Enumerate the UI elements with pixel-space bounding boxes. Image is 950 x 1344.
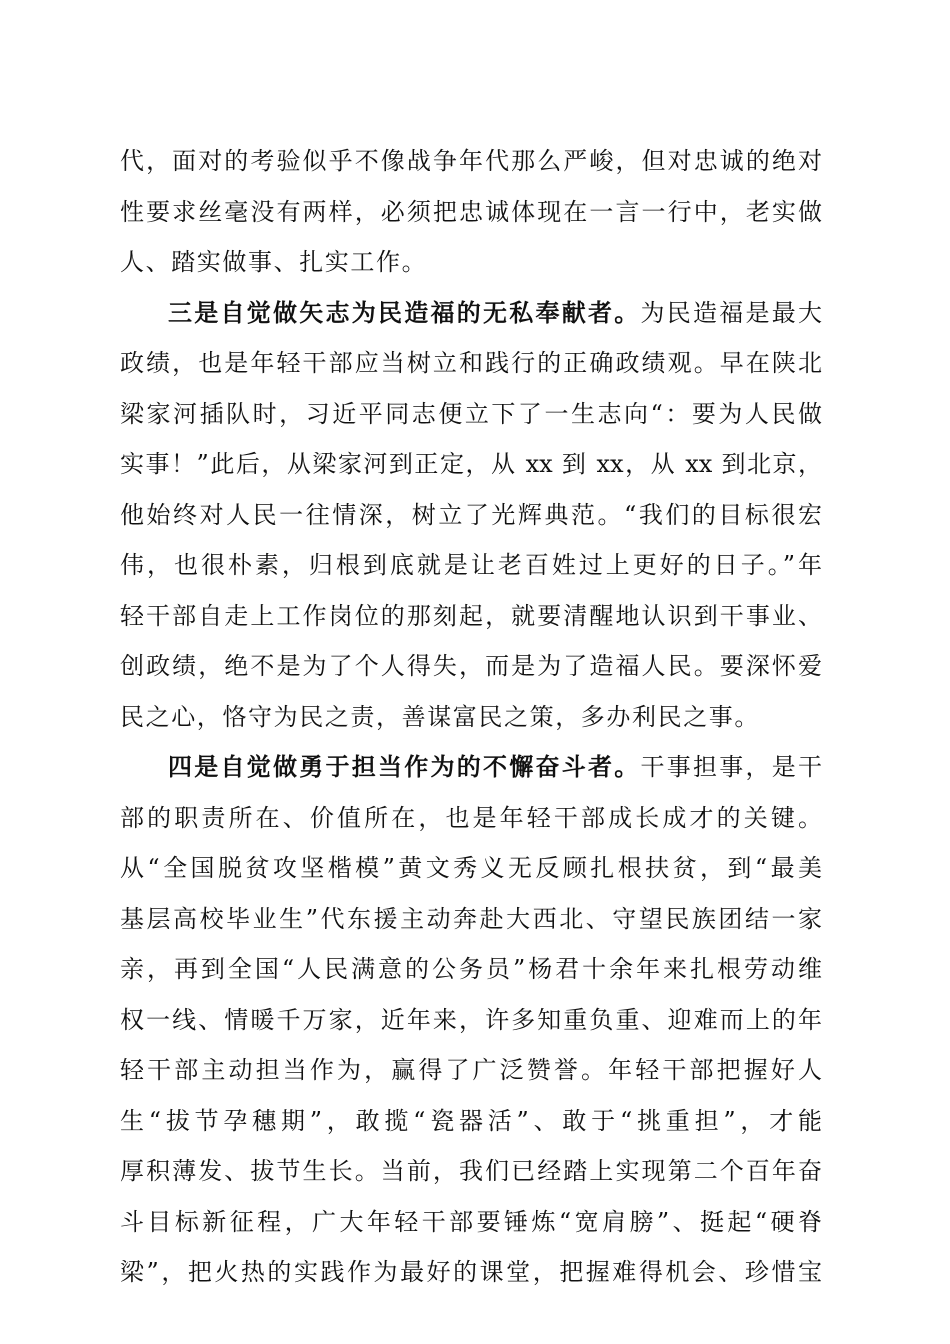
text-line: 部的职责所在、价值所在，也是年轻干部成长成才的关键。 — [120, 803, 822, 832]
text-line: 轻干部主动担当作为，赢得了广泛赞誉。年轻干部把握好人 — [120, 1056, 822, 1084]
text-line: 亲，再到全国“人民满意的公务员”杨君十余年来扎根劳动维 — [120, 955, 822, 983]
text-line: 权一线、情暖千万家，近年来，许多知重负重、迎难而上的年 — [120, 1005, 822, 1034]
paragraph-first-line — [120, 288, 822, 339]
document-body — [120, 136, 822, 1298]
paragraph-continuation — [120, 136, 822, 288]
text-line: 斗目标新征程，广大年轻干部要锤炼“宽肩膀”、挺起“硬脊 — [120, 1207, 822, 1236]
text-line: 基层高校毕业生”代东援主动奔赴大西北、守望民族团结一家 — [120, 904, 822, 933]
paragraph-three — [120, 288, 822, 743]
text-line: 梁家河插队时，习近平同志便立下了一生志向“：要为人民做 — [120, 399, 822, 428]
paragraph-first-line — [120, 742, 822, 793]
text-line: 人、踏实做事、扎实工作。 — [120, 248, 428, 276]
text-line: 伟，也很朴素，归根到底就是让老百姓过上更好的日子。”年 — [120, 551, 822, 579]
text-line: 生“拔节孕穗期”，敢揽“瓷器活”、敢于“挑重担”，才能 — [120, 1106, 822, 1135]
paragraph-first-line-text: 为民造福是最大 — [640, 298, 822, 327]
text-line: 厚积薄发、拔节生长。当前，我们已经踏上实现第二个百年奋 — [120, 1157, 822, 1185]
paragraph-four — [120, 742, 822, 1298]
paragraph-first-line-text: 干事担事，是干 — [640, 753, 822, 781]
paragraph-heading: 三是自觉做矢志为民造福的无私奉献者。 — [168, 297, 641, 327]
text-line: 他始终对人民一往情深，树立了光辉典范。“我们的目标很宏 — [120, 500, 822, 529]
paragraph-heading: 四是自觉做勇于担当作为的不懈奋斗者。 — [168, 752, 641, 781]
text-line: 政绩，也是年轻干部应当树立和践行的正确政绩观。早在陕北 — [120, 349, 822, 377]
text-line: 代，面对的考验似乎不像战争年代那么严峻，但对忠诚的绝对 — [120, 147, 822, 175]
text-line: 实事！”此后，从梁家河到正定，从 xx 到 xx，从 xx 到北京， — [120, 450, 822, 478]
text-line: 性要求丝毫没有两样，必须把忠诚体现在一言一行中，老实做 — [120, 197, 822, 226]
text-line: 梁”，把火热的实践作为最好的课堂，把握难得机会、珍惜宝 — [120, 1258, 822, 1286]
text-line: 从“全国脱贫攻坚楷模”黄文秀义无反顾扎根扶贫，到“最美 — [120, 854, 822, 882]
text-line: 创政绩，绝不是为了个人得失，而是为了造福人民。要深怀爱 — [120, 652, 822, 680]
text-line: 轻干部自走上工作岗位的那刻起，就要清醒地认识到干事业、 — [120, 601, 822, 630]
text-line: 民之心，恪守为民之责，善谋富民之策，多办利民之事。 — [120, 702, 760, 731]
